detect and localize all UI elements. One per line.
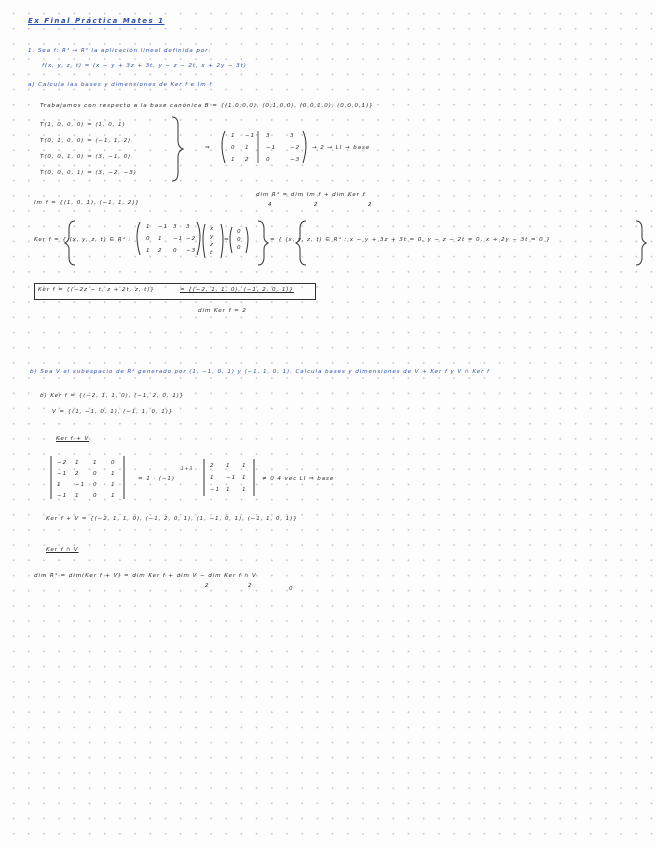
matrix-cell: −1 (210, 487, 221, 493)
implies-arrow: ⇒ (205, 145, 211, 151)
grassmann-value: 2 (205, 583, 210, 589)
matrix-cell: 2 (245, 157, 250, 163)
q1b-statement: b) Sea V el subespacio de R⁴ generado por (1, −1, 0, 1) y (−1, 1, 0, 1). Calcula bases y dimensiones de V + Ker f y V ∩ Ker f (30, 369, 490, 375)
sum-heading: Ker f + V (56, 436, 90, 442)
dim-ker: dim Ker f = 2 (198, 308, 247, 314)
zero-entry: 0 (237, 229, 242, 235)
ker-matrix-left-paren (137, 222, 140, 255)
matrix-cell: 1 (231, 133, 236, 139)
vars-left-paren (203, 224, 205, 258)
system-right-brace (636, 221, 646, 265)
matrix-cell: 0 (266, 157, 271, 163)
matrix-cell: 1 (242, 463, 247, 469)
matrix-cell: 0 (93, 493, 98, 499)
matrix-cell: 0 (93, 471, 98, 477)
ker-right-brace (258, 221, 268, 265)
grassmann-value: 2 (248, 583, 253, 589)
q1b-v-basis: V = {(1, −1, 0, 1), (−1, 1, 0, 1)} (52, 409, 174, 415)
matrix-cell: 1 (226, 463, 231, 469)
matrix-cell: −1 (266, 145, 277, 151)
image-row: T(0, 1, 0, 0) = (−1, 1, 2) (40, 138, 132, 144)
q1b-ker-basis: b) Ker f = {(−2, 1, 1, 0), (−1, 2, 0, 1)} (40, 393, 185, 399)
matrix-cell: 0 (111, 460, 116, 466)
dim-value: 2 (368, 202, 373, 208)
grassmann-value: 0 (289, 586, 294, 592)
matrix-cell: 1 (210, 475, 215, 481)
zero-right-paren (246, 227, 248, 253)
matrix-cell: 2 (75, 471, 80, 477)
image-row: T(0, 0, 1, 0) = (3, −1, 0) (40, 154, 132, 160)
matrix-cell: 1 (93, 460, 98, 466)
equals-sign: = (224, 237, 230, 243)
matrix-cell: 1 (111, 482, 116, 488)
matrix-cell: 0 (93, 482, 98, 488)
right-brace (172, 117, 183, 181)
dim-formula: dim R⁴ = dim Im f + dim Ker f (256, 192, 366, 198)
matrix-cell: 1 (75, 460, 80, 466)
matrix-cell: −1 (158, 224, 169, 230)
var-x: x (210, 226, 215, 232)
matrix-cell: 0 (146, 236, 151, 242)
rank-note: → 2 → LI → base (312, 145, 371, 151)
matrix-cell: −1 (57, 471, 68, 477)
matrix-cell: 1 (146, 224, 151, 230)
im-basis: Im f = {(1, 0, 1), (−1, 1, 2)} (34, 200, 140, 206)
matrix-cell: 1 (242, 487, 247, 493)
matrix-cell: −3 (186, 248, 197, 254)
matrix-cell: 1 (245, 145, 250, 151)
matrix-cell: −2 (290, 145, 301, 151)
matrix-cell: 2 (158, 248, 163, 254)
q1-part-a: a) Calcula las bases y dimensiones de Ker f e Im f (28, 82, 213, 88)
matrix-cell: −1 (226, 475, 237, 481)
matrix-cell: 1 (57, 482, 62, 488)
image-row: T(1, 0, 0, 0) = (1, 0, 1) (40, 122, 126, 128)
matrix-cell: 1 (226, 487, 231, 493)
matrix-cell: 1 (158, 236, 163, 242)
matrix-cell: −2 (186, 236, 197, 242)
matrix-cell: −2 (57, 460, 68, 466)
matrix-cell: −1 (245, 133, 256, 139)
q1-statement: 1. Sea f: R⁴ → R³ la aplicación lineal definida por: (28, 48, 212, 54)
zero-left-paren (230, 227, 232, 253)
matrix-cell: 3 (173, 224, 178, 230)
dim-value: 4 (268, 202, 273, 208)
matrix-cell: 1 (111, 471, 116, 477)
ker-matrix-right-paren (197, 222, 200, 255)
matrix-cell: −1 (173, 236, 184, 242)
var-t: t (210, 250, 214, 256)
zero-entry: 0 (237, 245, 242, 251)
matrix-left-paren (222, 131, 225, 163)
matrix-cell: 2 (210, 463, 215, 469)
matrix-cell: 1 (242, 475, 247, 481)
matrix-cell: 1 (146, 248, 151, 254)
vars-right-paren (221, 224, 223, 258)
det-result: ≠ 0 4 vec LI ⇒ base (262, 476, 335, 482)
matrix-cell: 1 (111, 493, 116, 499)
grassmann-formula: dim R⁴ = dim(Ker f + V) = dim Ker f + dim V − dim Ker f ∩ V (34, 573, 257, 579)
matrix-cell: 3 (266, 133, 271, 139)
ker-basis-generators: = {(−2, 1, 1, 0), (−1, 2, 0, 1)} (180, 287, 294, 293)
page-title: Ex Final Práctica Mates 1 (28, 17, 165, 25)
var-z: z (210, 242, 214, 248)
matrix-cell: 1 (231, 157, 236, 163)
matrix-cell: 3 (290, 133, 295, 139)
sum-result: Ker f + V = {(−2, 1, 1, 0), (−1, 2, 0, 1), (1, −1, 0, 1), (−1, 1, 0, 1)} (46, 516, 298, 522)
image-row: T(0, 0, 0, 1) = (3, −2, −3) (40, 170, 137, 176)
var-y: y (210, 234, 215, 240)
intersect-heading: Ker f ∩ V (46, 547, 79, 553)
matrix-cell: 0 (173, 248, 178, 254)
matrix-cell: 3 (186, 224, 191, 230)
ker-label: Ker f = { (x, y, z, t) ∈ R⁴ : (34, 237, 132, 243)
dim-value: 2 (314, 202, 319, 208)
matrix-right-paren (303, 131, 306, 163)
matrix-cell: −1 (57, 493, 68, 499)
ker-basis-boxed: Ker f = {(−2z − t, z + 2t, z, t)} (38, 287, 155, 293)
matrix-cell: 0 (231, 145, 236, 151)
det-expansion: = 1 · (−1) (138, 476, 175, 482)
zero-entry: 0 (237, 237, 242, 243)
method-line: Trabajamos con respecto a la base canónica B = {(1,0,0,0), (0,1,0,0), (0,0,1,0), (0,0,0,1)} (40, 103, 374, 109)
matrix-cell: −3 (290, 157, 301, 163)
ker-system: = { (x, y, z, t) ∈ R⁴ : x − y + 3z + 3t = 0, y − z − 2t = 0, x + 2y − 3t = 0 } (270, 237, 551, 243)
q1-formula: f(x, y, z, t) = (x − y + 3z + 3t, y − z − 2t, x + 2y − 3t) (42, 63, 247, 69)
matrix-cell: 1 (75, 493, 80, 499)
matrix-cell: −1 (75, 482, 86, 488)
det-exponent: 1+3 (181, 467, 194, 472)
